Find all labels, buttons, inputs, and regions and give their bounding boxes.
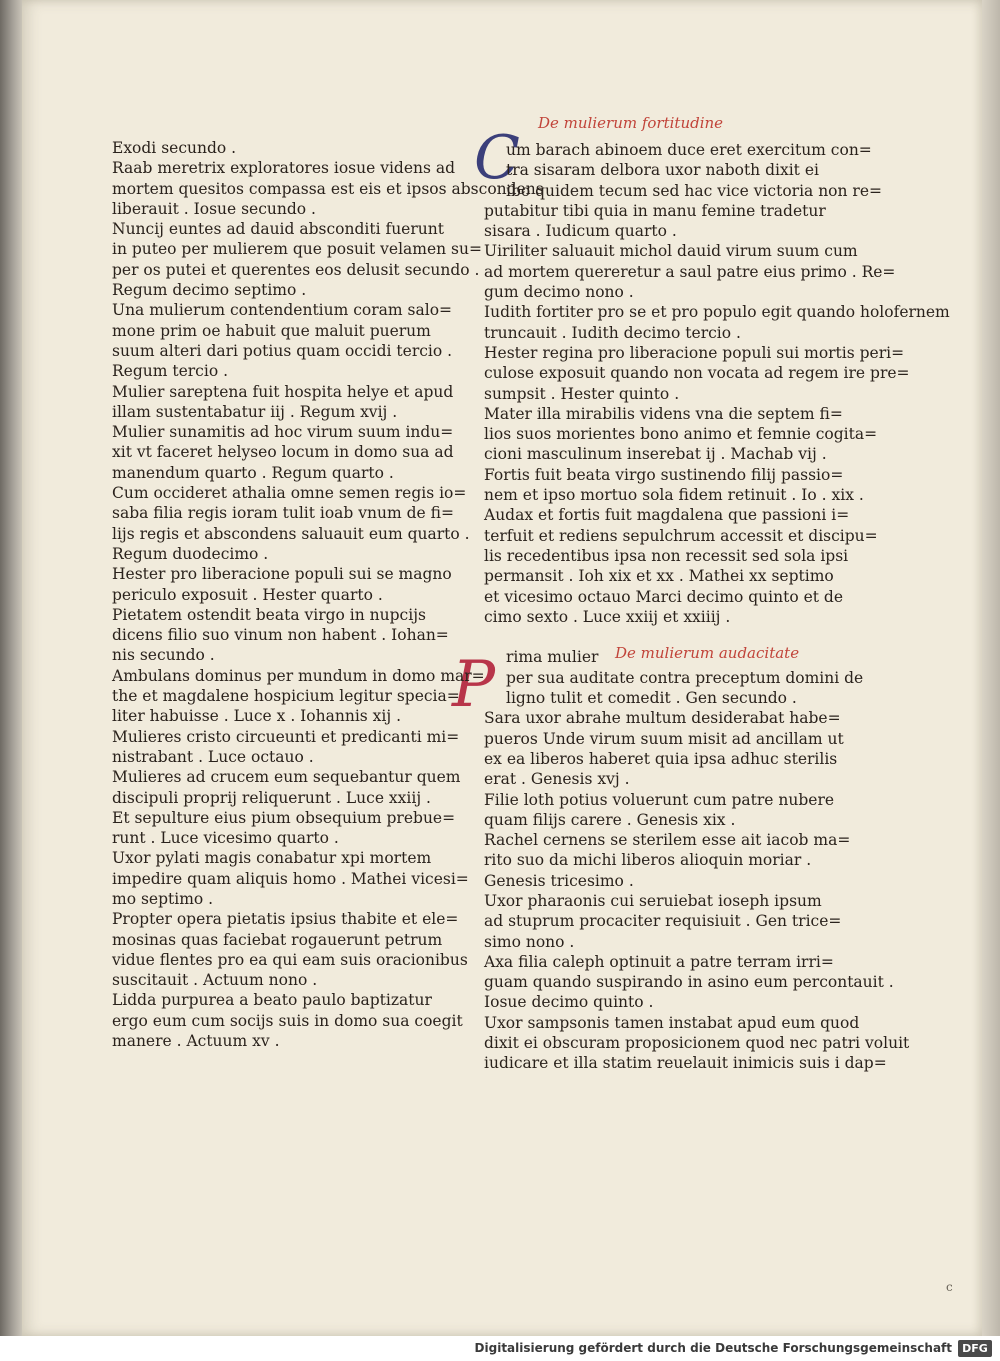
text-line-left: xit vt faceret helyseo locum in domo sua ad bbox=[112, 443, 454, 462]
text-line-left: impedire quam aliquis homo . Mathei vicesi= bbox=[112, 869, 469, 888]
text-line-left: mone prim oe habuit que maluit puerum bbox=[112, 321, 431, 340]
text-line-right: tra sisaram delbora uxor naboth dixit ei bbox=[506, 161, 819, 180]
text-line-right: truncauit . Iudith decimo tercio . bbox=[484, 323, 741, 342]
text-line-right: Sara uxor abrahe multum desiderabat habe= bbox=[484, 709, 841, 728]
text-line-right: terfuit et rediens sepulchrum accessit et discipu= bbox=[484, 526, 878, 545]
text-line-left: nis secundo . bbox=[112, 646, 215, 665]
text-line-left: runt . Luce vicesimo quarto . bbox=[112, 829, 339, 848]
text-line-right: Hester regina pro liberacione populi sui mortis peri= bbox=[484, 343, 905, 362]
text-line-left: Cum occideret athalia omne semen regis io= bbox=[112, 484, 467, 503]
text-line-right: iudicare et illa statim reuelauit inimicis suis i dap= bbox=[484, 1054, 887, 1073]
text-line-left: Nuncij euntes ad dauid absconditi fuerunt bbox=[112, 220, 444, 239]
text-line-right bbox=[484, 627, 804, 647]
text-line-left: Mulier sareptena fuit hospita helye et apud bbox=[112, 382, 454, 401]
text-line-right: Axa filia caleph optinuit a patre terram irri= bbox=[484, 952, 834, 971]
text-line-right: lios suos morientes bono animo et femnie cogita= bbox=[484, 425, 878, 444]
text-line-left: Mulieres cristo circueunti et predicanti mi= bbox=[112, 727, 460, 746]
book-spine bbox=[0, 0, 22, 1340]
text-line-right: ibo quidem tecum sed hac vice victoria non re= bbox=[506, 181, 882, 200]
text-line-left: illam sustentabatur iij . Regum xvij . bbox=[112, 402, 398, 421]
text-line-right: quam filijs carere . Genesis xix . bbox=[484, 810, 736, 829]
text-line-left: mortem quesitos compassa est eis et ipsos abscondens bbox=[112, 179, 544, 198]
text-line-left: suum alteri dari potius quam occidi tercio . bbox=[112, 341, 453, 360]
text-line-right: Iosue decimo quinto . bbox=[484, 993, 654, 1012]
text-line-left: in puteo per mulierem que posuit velamen su= bbox=[112, 240, 482, 259]
text-line-right: putabitur tibi quia in manu femine tradetur bbox=[484, 201, 826, 220]
text-line-right: guam quando suspirando in asino eum percontauit . bbox=[484, 973, 894, 992]
text-line-right: ligno tulit et comedit . Gen secundo . bbox=[506, 689, 797, 708]
text-line-left: mo septimo . bbox=[112, 889, 214, 908]
text-line-left: Et sepulture eius pium obsequium prebue= bbox=[112, 808, 456, 827]
text-line-right: et vicesimo octauo Marci decimo quinto et de bbox=[484, 587, 844, 606]
decorated-initial-p: P bbox=[452, 648, 496, 722]
margin-mark: c bbox=[946, 1280, 953, 1294]
text-line-left: Lidda purpurea a beato paulo baptizatur bbox=[112, 991, 432, 1010]
text-line-left: discipuli proprij reliquerunt . Luce xxiij . bbox=[112, 788, 431, 807]
text-line-left: Una mulierum contendentium coram salo= bbox=[112, 301, 453, 320]
text-line-left: Regum duodecimo . bbox=[112, 544, 269, 563]
text-line-right: Mater illa mirabilis videns vna die septem fi= bbox=[484, 404, 843, 423]
text-line-left: nistrabant . Luce octauo . bbox=[112, 747, 314, 766]
text-line-right: per sua auditate contra preceptum domini de bbox=[506, 668, 864, 687]
text-line-right: lis recedentibus ipsa non recessit sed sola ipsi bbox=[484, 546, 849, 565]
text-line-left: the et magdalene hospicium legitur specia= bbox=[112, 687, 460, 706]
text-line-right: ad stuprum procaciter requisiuit . Gen trice= bbox=[484, 912, 842, 931]
text-line-left: ergo eum cum socijs suis in domo sua coegit bbox=[112, 1011, 463, 1030]
text-line-left: Raab meretrix exploratores iosue videns ad bbox=[112, 159, 456, 178]
text-line-right: sisara . Iudicum quarto . bbox=[484, 222, 677, 241]
text-line-left: Regum decimo septimo . bbox=[112, 281, 307, 300]
text-line-left: per os putei et querentes eos delusit secundo . bbox=[112, 260, 480, 279]
text-line-left: Exodi secundo . bbox=[112, 139, 237, 157]
footer-credit-text: Digitalisierung gefördert durch die Deutsche Forschungsgemeinschaft bbox=[474, 1341, 952, 1355]
text-line-right: Filie loth potius voluerunt cum patre nubere bbox=[484, 790, 835, 809]
text-line-right: culose exposuit quando non vocata ad regem ire pre= bbox=[484, 364, 910, 383]
text-line-right: sumpsit . Hester quinto . bbox=[484, 384, 680, 403]
text-line-right: Genesis tricesimo . bbox=[484, 871, 634, 890]
text-line-left: liter habuisse . Luce x . Iohannis xij . bbox=[112, 707, 402, 726]
text-line-left: saba filia regis ioram tulit ioab vnum de fi= bbox=[112, 504, 454, 523]
text-line-right: rito suo da michi liberos alioquin moriar . bbox=[484, 851, 812, 870]
rubric-heading-audacia: De mulierum audacitate bbox=[615, 644, 800, 662]
text-line-right: Fortis fuit beata virgo sustinendo filij passio= bbox=[484, 465, 844, 484]
text-line-left: suscitauit . Actuum nono . bbox=[112, 971, 318, 990]
text-line-left: manendum quarto . Regum quarto . bbox=[112, 463, 394, 482]
text-line-right: Audax et fortis fuit magdalena que passioni i= bbox=[484, 506, 850, 525]
text-line-right: dixit ei obscuram proposicionem quod nec patri voluit bbox=[484, 1034, 910, 1053]
text-line-right: erat . Genesis xvj . bbox=[484, 770, 630, 789]
rubric-heading-fortitude: De mulierum fortitudine bbox=[538, 114, 724, 132]
decorated-initial-c: C bbox=[474, 123, 520, 193]
text-line-left: Regum tercio . bbox=[112, 362, 229, 381]
text-line-right: rima mulier bbox=[506, 648, 599, 667]
text-line-left: Ambulans dominus per mundum in domo mar= bbox=[112, 666, 485, 685]
dfg-logo: DFG bbox=[958, 1340, 992, 1357]
text-line-left: Mulieres ad crucem eum sequebantur quem bbox=[112, 768, 461, 787]
text-line-left: Hester pro liberacione populi sui se magno bbox=[112, 565, 452, 584]
right-text-column bbox=[484, 140, 950, 1074]
text-line-left: Pietatem ostendit beata virgo in nupcijs bbox=[112, 605, 426, 624]
text-line-left: manere . Actuum xv . bbox=[112, 1032, 280, 1051]
text-line-right: ad mortem quereretur a saul patre eius primo . Re= bbox=[484, 262, 896, 281]
text-line-right: Rachel cernens se sterilem esse ait iacob ma= bbox=[484, 831, 851, 850]
text-line-left: liberauit . Iosue secundo . bbox=[112, 199, 316, 218]
text-line-left: lijs regis et abscondens saluauit eum quarto . bbox=[112, 524, 470, 543]
text-line-right: gum decimo nono . bbox=[484, 283, 634, 302]
text-line-right: pueros Unde virum suum misit ad ancillam ut bbox=[484, 729, 844, 748]
text-line-right: cioni masculinum inserebat ij . Machab vij . bbox=[484, 445, 827, 464]
text-line-right: ex ea liberos haberet quia ipsa adhuc sterilis bbox=[484, 749, 838, 768]
text-line-right: Iudith fortiter pro se et pro populo egit quando holofernem bbox=[484, 303, 950, 322]
text-line-right: Uxor pharaonis cui seruiebat ioseph ipsum bbox=[484, 891, 822, 910]
text-line-right: permansit . Ioh xix et xx . Mathei xx septimo bbox=[484, 567, 834, 586]
text-line-right: nem et ipso mortuo sola fidem retinuit . Io . xix . bbox=[484, 486, 864, 505]
text-line-right: Uxor sampsonis tamen instabat apud eum quod bbox=[484, 1013, 860, 1032]
text-line-left: vidue flentes pro ea qui eam suis oracionibus bbox=[112, 950, 468, 969]
text-line-left: Mulier sunamitis ad hoc virum suum indu= bbox=[112, 423, 454, 442]
text-line-right: um barach abinoem duce eret exercitum con= bbox=[506, 141, 872, 159]
text-line-right: cimo sexto . Luce xxiij et xxiiij . bbox=[484, 607, 731, 626]
text-line-left: Uxor pylati magis conabatur xpi mortem bbox=[112, 849, 432, 868]
text-line-left: periculo exposuit . Hester quarto . bbox=[112, 585, 383, 604]
text-line-left: mosinas quas faciebat rogauerunt petrum bbox=[112, 930, 443, 949]
text-line-left: Propter opera pietatis ipsius thabite et ele= bbox=[112, 910, 459, 929]
text-line-right: Uiriliter saluauit michol dauid virum suum cum bbox=[484, 242, 858, 261]
page-edge bbox=[982, 0, 1000, 1336]
text-line-left: dicens filio suo vinum non habent . Iohan= bbox=[112, 626, 449, 645]
text-line-right: simo nono . bbox=[484, 932, 575, 951]
